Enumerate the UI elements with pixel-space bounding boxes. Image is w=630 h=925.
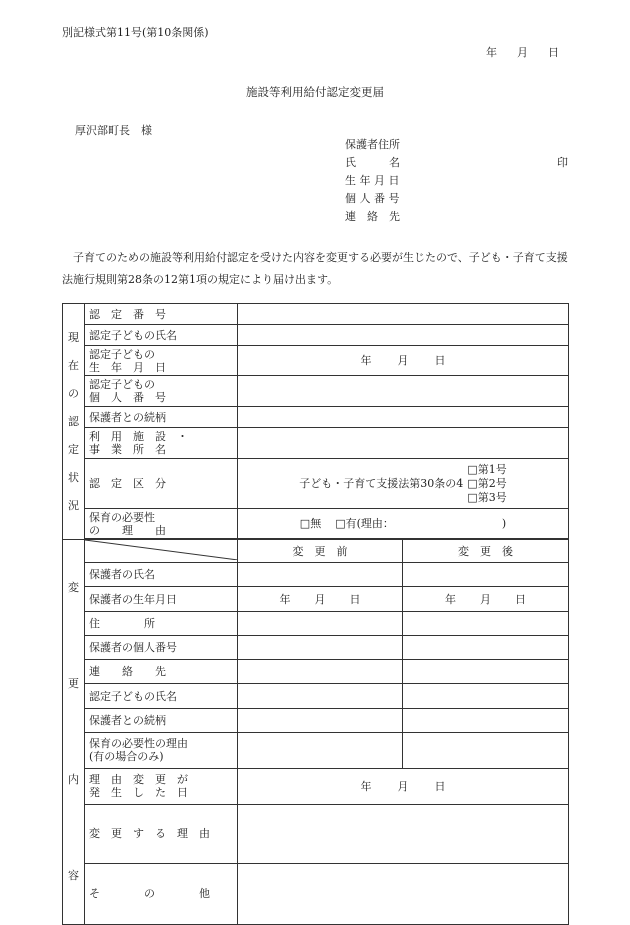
label-text: 変 更 す る 理 由 [89, 827, 210, 841]
seal-mark: 印 [557, 156, 568, 169]
field-facility[interactable] [238, 428, 569, 459]
field-necessity-after[interactable] [403, 732, 569, 768]
applicant-address-label: 保護者住所 [345, 138, 400, 151]
label-child-name [85, 325, 238, 346]
date-year: 年 [360, 779, 372, 793]
column-before [238, 540, 403, 563]
date-year: 年 [445, 592, 456, 606]
field-guardian-birth-after[interactable] [403, 587, 569, 611]
field-relation-after[interactable] [403, 708, 569, 732]
label-text: 個 人 番 号 [89, 391, 166, 404]
page-title: 施設等利用給付認定変更届 [246, 85, 384, 99]
field-address-before[interactable] [238, 611, 403, 635]
label-text: 認 定 番 号 [89, 307, 166, 321]
label-necessity-change [85, 732, 238, 768]
field-child-name[interactable] [238, 325, 569, 346]
applicant-contact-label: 連 絡 先 [345, 210, 400, 223]
label-text: そ の 他 [89, 887, 210, 901]
form-id: 別記様式第11号(第10条関係) [62, 26, 209, 39]
label-text: 保護者との続柄 [89, 713, 166, 727]
label-text: 保護者との続柄 [89, 410, 166, 424]
label-text: 生 年 月 日 [89, 360, 166, 374]
field-change-date[interactable] [238, 768, 569, 804]
field-contact-before[interactable] [238, 660, 403, 684]
date-month: 月 [314, 592, 326, 606]
column-after [403, 540, 569, 563]
label-text: 理 由 変 更 が [89, 773, 188, 787]
date-month: 月 [397, 354, 409, 367]
date-month: 月 [397, 779, 409, 793]
side-char: 定 [68, 442, 79, 456]
label-guardian-id [85, 635, 238, 659]
side-char: 容 [68, 869, 79, 882]
field-guardian-id-after[interactable] [403, 635, 569, 659]
field-child-name-before[interactable] [238, 684, 403, 708]
label-text: 認定子どもの氏名 [89, 689, 177, 703]
field-necessity-before[interactable] [238, 732, 403, 768]
field-guardian-name-before[interactable] [238, 563, 403, 587]
side-char: の [68, 386, 79, 400]
field-guardian-birth-before[interactable] [238, 587, 403, 611]
label-guardian-birth [85, 587, 238, 611]
side-char: 内 [68, 773, 79, 786]
applicant-birth-label: 生 年 月 日 [345, 174, 400, 187]
label-text: 住 所 [89, 616, 155, 630]
applicant-block [345, 136, 580, 226]
current-status-side-label [63, 304, 85, 540]
date-day: 日 [548, 46, 559, 59]
label-text: 連 絡 先 [89, 665, 166, 679]
side-char: 変 [68, 581, 79, 594]
label-other [85, 863, 238, 924]
applicant-name-row [345, 154, 580, 172]
date-day: 日 [349, 592, 361, 606]
necessity-yes-checkbox[interactable]: □有(理由： [335, 517, 394, 530]
field-child-name-after[interactable] [403, 684, 569, 708]
column-after-label: 変 更 後 [458, 544, 513, 558]
diagonal-line [85, 540, 238, 560]
label-child-birth [85, 346, 238, 376]
side-char: 況 [68, 498, 79, 512]
applicant-number-label: 個 人 番 号 [345, 192, 400, 205]
label-child-name-change [85, 684, 238, 708]
field-address-after[interactable] [403, 611, 569, 635]
date-month: 月 [480, 592, 491, 606]
field-cert-number[interactable] [238, 304, 569, 325]
date-day: 日 [434, 779, 446, 793]
field-child-birth[interactable] [238, 346, 569, 376]
label-category [85, 459, 238, 509]
field-relation-before[interactable] [238, 708, 403, 732]
date-year: 年 [279, 592, 291, 606]
label-relation [85, 407, 238, 428]
date-month: 月 [517, 46, 528, 59]
label-text: 保育の必要性の理由 [89, 737, 188, 751]
date-year: 年 [360, 354, 372, 367]
side-char: 更 [68, 677, 79, 690]
label-text: 保育の必要性 [89, 510, 155, 524]
date-day: 日 [434, 354, 446, 367]
field-change-reason[interactable] [238, 804, 569, 863]
category-law-text: 子ども・子育て支援法第30条の4 [299, 477, 464, 490]
field-category[interactable] [238, 459, 569, 509]
applicant-name-label: 氏 名 [345, 156, 400, 169]
necessity-yes-group [335, 517, 506, 530]
label-text: 保護者の生年月日 [89, 592, 177, 606]
field-necessity[interactable] [238, 509, 569, 539]
field-contact-after[interactable] [403, 660, 569, 684]
field-guardian-name-after[interactable] [403, 563, 569, 587]
label-text: 利 用 施 設 ・ [89, 430, 188, 443]
label-child-id [85, 376, 238, 407]
label-cert-number [85, 304, 238, 325]
category-option-1[interactable]: □第1号 [467, 462, 507, 476]
label-guardian-name [85, 563, 238, 587]
necessity-none-checkbox[interactable]: □無 [299, 517, 322, 530]
addressee: 厚沢部町長 様 [75, 124, 152, 137]
label-necessity [85, 509, 238, 539]
label-text: 認定子どもの氏名 [89, 328, 177, 342]
label-text: 発 生 し た 日 [89, 786, 188, 800]
label-change-reason [85, 804, 238, 863]
label-text: 事 業 所 名 [89, 443, 166, 456]
label-text: 認 定 区 分 [89, 477, 166, 490]
label-text: の 理 由 [89, 523, 166, 537]
side-char: 認 [68, 414, 79, 428]
column-before-label: 変 更 前 [292, 544, 348, 558]
label-address [85, 611, 238, 635]
date-day: 日 [515, 592, 526, 606]
date-year: 年 [486, 46, 497, 59]
label-change-date [85, 768, 238, 804]
side-char: 在 [68, 358, 79, 372]
field-relation[interactable] [238, 407, 569, 428]
change-side-label [63, 540, 85, 925]
label-text: 認定子どもの [89, 378, 155, 391]
side-char: 現 [68, 330, 79, 344]
declaration-text: 子育てのための施設等利用給付認定を受けた内容を変更する必要が生じたので、子ども・子育て支援法施行規則第28条の12第1項の規定により届け出ます。 [62, 251, 568, 286]
label-text: 保護者の氏名 [89, 568, 155, 582]
field-guardian-id-before[interactable] [238, 635, 403, 659]
label-text: (有の場合のみ) [89, 750, 164, 764]
necessity-close-paren: ) [501, 517, 507, 530]
label-relation-change [85, 708, 238, 732]
field-other[interactable] [238, 863, 569, 924]
header-diagonal-cell [85, 540, 238, 563]
form-table [62, 303, 569, 925]
label-facility [85, 428, 238, 459]
label-text: 保護者の個人番号 [89, 641, 177, 655]
category-option-3[interactable]: □第3号 [467, 490, 507, 504]
side-char: 状 [68, 470, 79, 484]
category-option-2[interactable]: □第2号 [467, 476, 507, 490]
label-contact [85, 660, 238, 684]
field-child-id[interactable] [238, 376, 569, 407]
submission-date [486, 44, 559, 60]
label-text: 認定子どもの [89, 347, 155, 361]
